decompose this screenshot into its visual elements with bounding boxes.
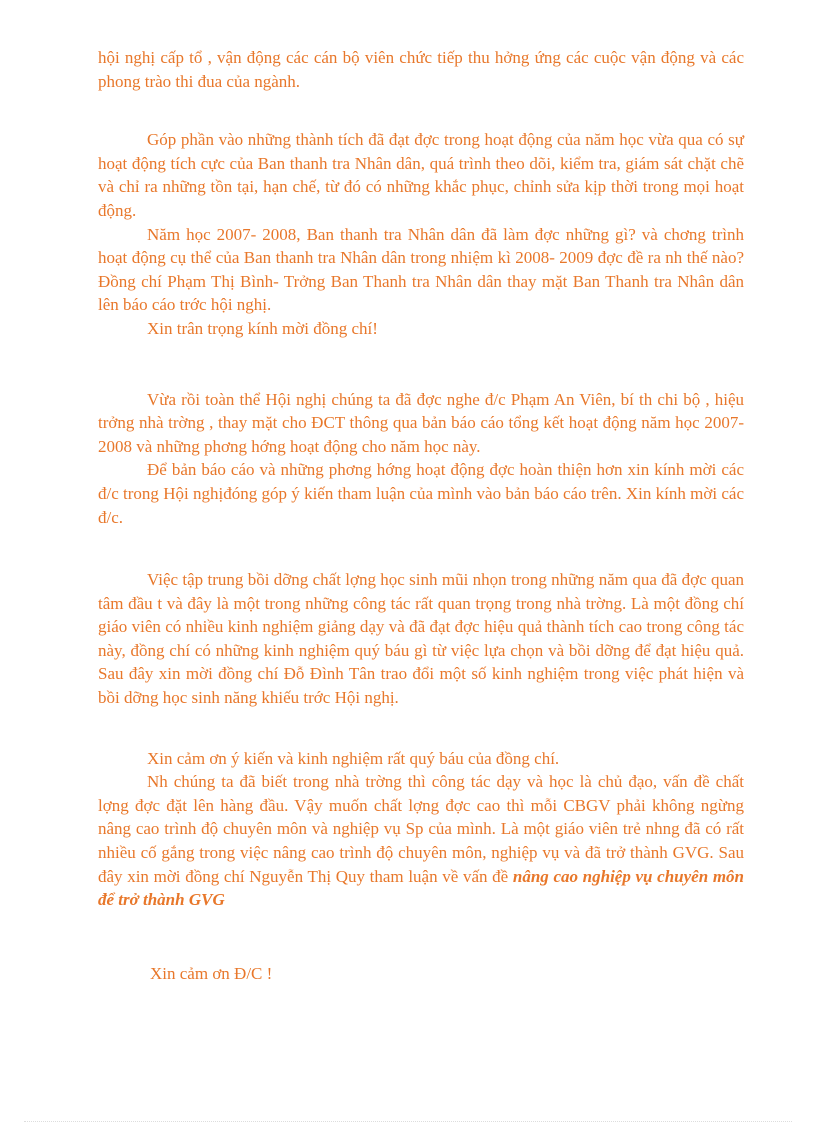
paragraph-summary-report: Vừa rồi toàn thể Hội nghị chúng ta đã đợc nghe đ/c Phạm An Viên, bí th chi bộ , hiệu trởng nhà trờng , thay mặt cho ĐCT thông qua bản báo cáo tổng kết hoạt động năm học 2007-2008 và những phơng hớng hoạt động cho năm học này. (98, 389, 744, 456)
paragraph-inspection-board: Góp phần vào những thành tích đã đạt đợc trong hoạt động của năm học vừa qua có sự hoạt động tích cực của Ban thanh tra Nhân dân, quá trình theo dõi, kiểm tra, giám sát chặt chẽ và chỉ ra những tồn tại, hạn chế, từ đó có những khắc phục, chỉnh sửa kịp thời trong mọi hoạt động. (98, 130, 744, 220)
teaching-quality-text: Nh chúng ta đã biết trong nhà trờng thì công tác dạy và học là chủ đạo, vấn đề chất lợng đợc đặt lên hàng đầu. Vậy muốn chất lợng đợc cao thì mỗi CBGV phải không ngừng nâng cao trình độ chuyên môn và nghiệp vụ Sp của mình. Là một giáo viên trẻ nhng đã có rất nhiều cố gắng trong việc nâng cao trình độ chuyên môn, nghiệp vụ và đã trở thành GVG. Sau đây xin mời đồng chí Nguyễn Thị Quy tham luận về vấn đề (98, 772, 744, 886)
paragraph-teaching-quality (98, 770, 744, 912)
document-page (98, 46, 744, 985)
emphasis-text: nâng cao nghiệp vụ chuyên môn để trở thành GVG (98, 866, 745, 910)
paragraph-thanks: Xin cảm ơn ý kiến và kinh nghiệm rất quý báu của đồng chí. (147, 748, 560, 768)
page-bottom-divider (24, 1121, 792, 1122)
paragraph-school-year-report: Năm học 2007- 2008, Ban thanh tra Nhân dân đã làm đợc những gì? và chơng trình hoạt động cụ thể của Ban thanh tra Nhân dân trong nhiệm kì 2008- 2009 đợc đề ra nh thế nào? Đồng chí Phạm Thị Bình- Trởng Ban Thanh tra Nhân dân thay mặt Ban Thanh tra Nhân dân lên báo cáo trớc hội nghị. (98, 224, 744, 315)
paragraph-intro: hội nghị cấp tổ , vận động các cán bộ viên chức tiếp thu hởng ứng các cuộc vận động và các phong trào thi đua của ngành. (98, 48, 744, 91)
paragraph-discussion-invite: Để bản báo cáo và những phơng hớng hoạt động đợc hoàn thiện hơn xin kính mời các đ/c trong Hội nghịđóng góp ý kiến tham luận của mình vào bản báo cáo trên. Xin kính mời các đ/c. (98, 460, 744, 527)
paragraph-closing: Xin cảm ơn Đ/C ! (150, 963, 273, 983)
paragraph-gifted-students: Việc tập trung bồi dỡng chất lợng học sinh mũi nhọn trong những năm qua đã đợc quan tâm đầu t và đây là một trong những công tác rất quan trọng trong nhà trờng. Là một đồng chí giáo viên có nhiều kinh nghiệm giảng dạy và đã đạt đợc hiệu quả thành tích cao trong công tác này, đồng chí có những kinh nghiệm quý báu gì từ việc lựa chọn và bồi dỡng để đạt hiệu quả. Sau đây xin mời đồng chí Đỗ Đình Tân trao đổi một số kinh nghiệm trong việc phát hiện và bồi dỡng học sinh năng khiếu trớc Hội nghị. (98, 570, 744, 708)
paragraph-invitation: Xin trân trọng kính mời đồng chí! (147, 318, 378, 338)
